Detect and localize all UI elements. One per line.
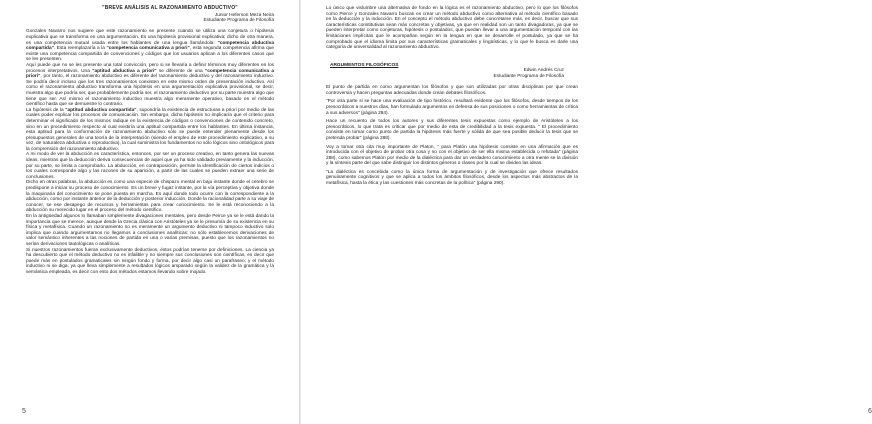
text-run: se diferente de una (156, 68, 206, 74)
body-paragraph: "Por otra parte si se hace una evaluación de tipo histórico, resultará evidente que los filósofos, desde tiempos de los presocráticos a nuestros días, han formulado argumentos en defensa de sus posiciones o como herramientas de crítica a sus adversos" (página 284). (326, 99, 578, 116)
body-paragraph: Hace un recuento de todos los autores y sus diferentes tesis expuestas como ejemplo de Aristóteles a los presocráticos, lo que trata es criticar que por medio de esta de credibilidad a la tesis expuesta. " El procedimiento consiste en tomar como punto de partida la hipótesis más fuerte y sólida de que sea posible deducir la tesis que se pretenda probar" (página 288). (326, 119, 578, 141)
text-run: La hipótesis de la (26, 107, 66, 113)
page-number-right: 6 (868, 408, 872, 415)
body-paragraph (26, 214, 274, 248)
left-page (0, 0, 300, 424)
body-paragraph: Lo único que vislumbre una alternativa de fondo en la lógica es el razonamiento abductivo, pero lo que los filósofos como Pierce y Gonzales Navarro buscan es crear un método abductivo como alternativa al método científico basado en la deducción y la inducción. En el concepto el método abductivo debe concretarse más, es decir, buscar que sus características constitutivas sean más concretas y objetivas, ya que en realidad son un tanto divagadoras, ya que se pueden interpretar como conjeturas, hipótesis o postulados, que puedan llevar a una argumentación temporal con las limitaciones implícitas que le acompañan según en la lengua en que se desarrolle el postulado, ya que se ha comprobado que el idioma limita por sus características gramaticales y lingüísticas, y lo que le busca es darle una categoría de universalidad al razonamiento abductivo. (326, 6, 578, 51)
page-number-left: 5 (22, 408, 26, 415)
text-run: , supondría la existencia de estructuras a priori por medio de las cuales poder explicar los procesos de comunicación. Sin embargo, dicha hipótesis no implicaría que el criterio para determinar el significado de los mismos radique en la existencia de códigos o convenciones de contenido concreto, sino en un procedimiento respecto al cual existiría una aptitud compartida entre los hablantes. En última instancia, esta aptitud para la conformación de razonamiento abductivo sólo se puede entender plenamente desde los presupuestos generales de una teoría de la interpretación (siendo el empleo de este procedimiento explicativo, a su vez, de naturaleza abductiva o reproductiva), la cual suministra los fundamentos no sólo lógicos sino ontológicos para la comprensión del razonamiento abductivo. (26, 107, 275, 152)
body-paragraph (26, 152, 274, 180)
bold-term: "aptitud abductiva compartida" (65, 107, 137, 113)
body-paragraph: "La dialéctica es concebida como la única forma de argumentación y de investigación que ofrece resultados genuinamente cognitivos y que se aplica a todos los ámbitos filosóficos, desde los aspectos más abstractos de la metafísica, hasta la ética y las cuestiones más concretas de la política" (página 290). (326, 169, 578, 187)
left-page-content (26, 6, 274, 276)
bold-term: "competencia abductiva compartida" (26, 40, 274, 52)
bold-term: "aptitud abductiva a priori" (92, 68, 157, 74)
text-run: En la antigüedad algunos lo llamaban simplemente divagaciones mentales, pero desde Peirce ya se le está dando la importancia que se merece, aunque desde la Grecia clásica con Aristóteles ya se le presumía de su existencia en su física y metafísica. Cuando un razonamiento no es meramente un argumento deductivo ni tampoco inductivo solo implica que cuando argumentamos no llegamos a conclusiones analíticas; no sólo establecemos derivaciones de valor semántico inherentes a las nociones de partida en una o varias premisas, puesto que los razonamientos no serían derivaciones tautológicas o analíticas. (26, 214, 274, 247)
text-run: A mi modo de ver la abducción es característica, entonces, por ser un proceso creativo, en tanto genera las nuevas ideas, mientras que la deducción deriva consecuencias de aquel que ya ha sido validado previamente y la inducción, por su parte, se limita a comprobarlo. La abducción, en contraposición, permite la identificación de ciertos indicios o los cuales corresponde algo y las razones de su aparición, a partir de las cuales se pueden extraer una serie de conclusiones. (26, 152, 274, 180)
right-page (300, 0, 872, 424)
right-page-content (326, 6, 578, 187)
section-author-role: Estudiante Programa de Filosofía (493, 73, 564, 79)
text-run: Gonzales Navarro nos sugiere que este razonamiento se presente cuando se utiliza una conjetura o hipótesis explicativa que se transforma en una argumentación. Es una hipótesis provisional explicativa; dicho de otra manera, es una competencia mutual usada entre los hablantes de una lengua llamándola: (26, 29, 274, 46)
body-paragraph (26, 63, 274, 108)
author-name: Junior Heferson Meza Neira (214, 12, 274, 18)
body-paragraph (26, 248, 274, 276)
text-run: , por tanto, el razonamiento abductivo es diferente del razonamiento deductivo y del razonamiento inductivo. Se podría decir incluso que los tres razonamientos coexisten en este mismo orden de presentación inductivo. Así como el razonamiento abductivo transforma una hipótesis en una argumentación explicativa provisional, se decir, muestra algo que podría ser, que probablemente podría ser, el razonamiento deductivo por su parte muestra algo que tiene que ser. Así mismo el razonamiento inductivo muestra algo meramente operativo, basado en el método científico hasta que se demuestre lo contrario. (26, 74, 274, 108)
bold-term: "competencia comunicativa a priori" (106, 46, 190, 52)
right-section-text (326, 85, 578, 187)
section-title: ARGUMENTOS FILOSÓFICOS (330, 62, 399, 68)
text-run: Aquí puede que no se les presente una total convicción, pero si se llevaría a definir términos muy diferentes en los procesos interpretativos. Una (26, 62, 274, 74)
body-paragraph (26, 180, 274, 214)
text-run: Si nuestros razonamientos fueran exclusivamente deductivos, éstos podrían tenerse por definiciones. La ciencia ya ha descubierto que el método deductivo no es infalible y no siempre sus conclusiones son científicas, es decir que puede más en postulados gramaticales sin ningún fondo y forma, por decir algo casi un parafraseo; y el método inductivo ni se diga, ya que lleva simplemente a resultados lógicos amparado según la validez de la gramática y la semántica empleada, es decir con esto dos métodos estamos llevando sobre mojado. (26, 247, 274, 275)
bold-term: "competencia comunicativa a priori" (26, 68, 275, 80)
body-paragraph (26, 29, 274, 63)
body-paragraph (26, 108, 274, 153)
left-body-text (26, 29, 274, 275)
section-author-name: Edwin Andrés Cruz (523, 68, 564, 74)
author-role: Estudiante Programa de Filosofía (203, 18, 274, 23)
body-paragraph: Voy a tomar otra cita muy importante de Platon, " para Platón una hipótesis consiste en una afirmación que es introducida con el objetivo de probar otra cosa y no con el objetivo de ser ella misma establecida o refutada" (página 288), como sabemos Platón por medio de la dialéctica para dar un verdadero conocimiento a otra mente se la división y la síntesis parte del que sabe distinguir los distintos géneros o clases por la cual se dividen las ideas. (326, 144, 578, 167)
body-paragraph: El punto de partida en como argumentan los filósofos y que son utilizadas por otras disciplinas por que crean controversia y hacen preguntas adecuadas donde crean debates filosóficos. (326, 85, 578, 96)
right-intro-text (326, 6, 578, 51)
article-title: "BREVE ANÁLISIS AL RAZONAMIENTO ABDUCTIVO" (102, 5, 238, 11)
text-run: , esta segunda competencia afirma que existe una competencia compartida de convenciones y códigos que los usuarios aplican a los diferentes casos que se les presenten. (26, 46, 274, 63)
text-run: . Esta reemplazaría a la (53, 46, 107, 52)
text-run: Dicho en otras palabras, la abducción es como una especie de chispazo mental en bajo instante donde el cerebro se predispone a iniciar su proceso de conocimiento. Es un breve y fugaz instante, por la vía perceptiva y objetiva donde la maquinaria del conocimiento se pone puesta en marcha. Es aquí donde todo ocurre con la correspondiente a la abducción, como por instante anterior de la deducción y posterior inducción. Donde la racionalidad parte a su viaje de conocer, se ese desapego de recursos y herramientas para crear conocimiento. Se le está reconociendo a la abducción su merecido lugar en el proceso del método científico. (26, 180, 274, 214)
